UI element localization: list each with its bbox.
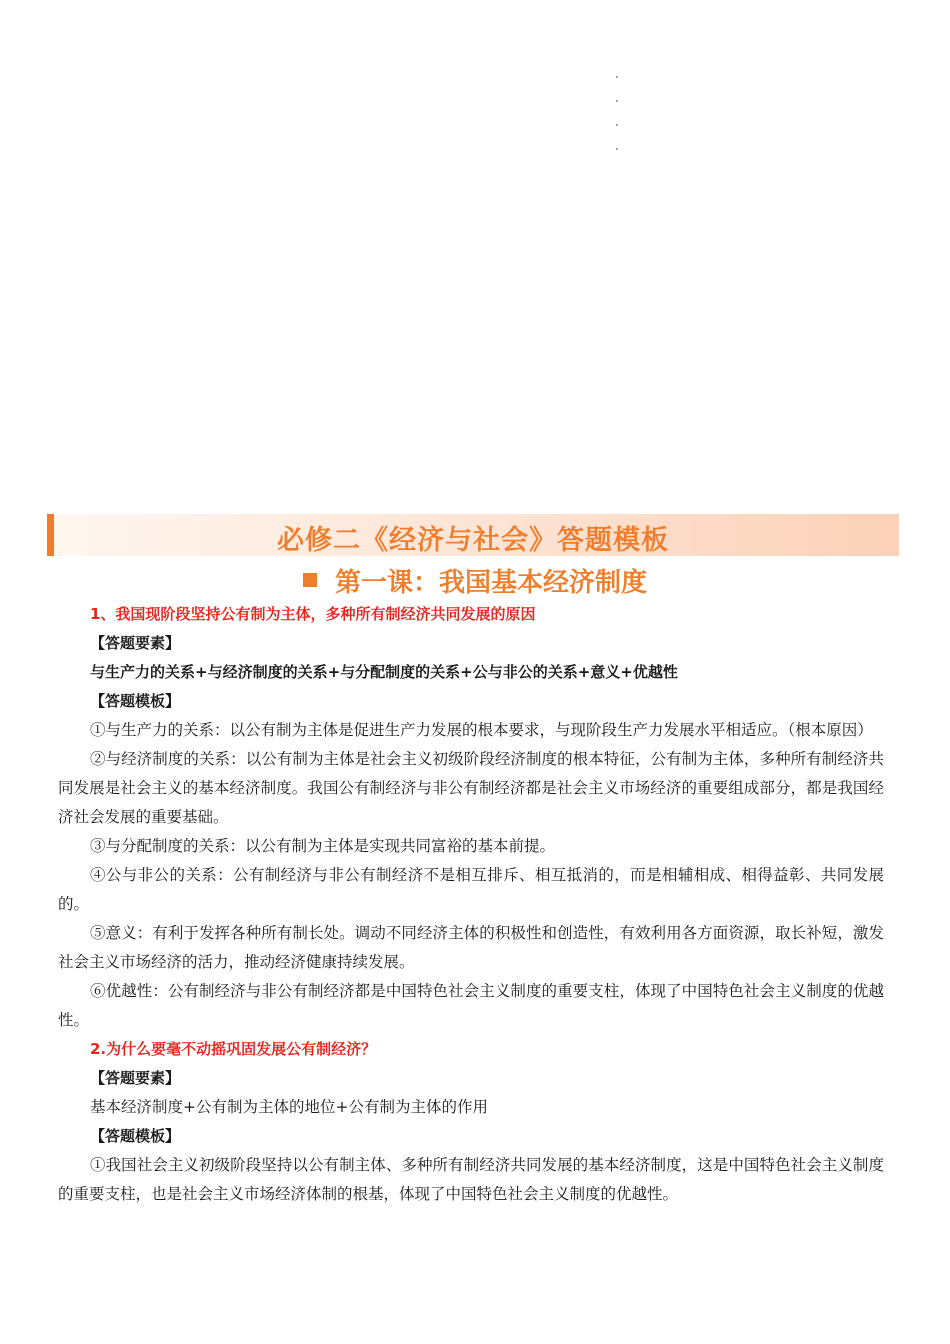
q1-point-2: ②与经济制度的关系：以公有制为主体是社会主义初级阶段经济制度的根本特征，公有制为主体，多种所有制经济共同发展是社会主义的基本经济制度。我国公有制经济与非公有制经济都是社会主义市场经济的重要组成部分，都是我国经济社会发展的重要基础。 xyxy=(58,750,884,826)
q1-point-3: ③与分配制度的关系：以公有制为主体是实现共同富裕的基本前提。 xyxy=(90,837,556,855)
q1-elements-text: 与生产力的关系+与经济制度的关系+与分配制度的关系+公与非公的关系+意义+优越性 xyxy=(90,663,678,681)
lesson-heading xyxy=(0,562,950,599)
q2-elements-label: 【答题要素】 xyxy=(90,1069,181,1087)
q2-template-label: 【答题模板】 xyxy=(90,1127,181,1145)
q1-elements-label: 【答题要素】 xyxy=(90,634,181,652)
decorative-dots xyxy=(616,76,622,172)
square-bullet-icon xyxy=(303,573,317,587)
lesson-title: 第一课：我国基本经济制度 xyxy=(334,568,647,598)
document-body xyxy=(58,600,884,1209)
q1-point-1: ①与生产力的关系：以公有制为主体是促进生产力发展的根本要求，与现阶段生产力发展水平相适应。（根本原因） xyxy=(90,721,873,739)
q1-point-6: ⑥优越性：公有制经济与非公有制经济都是中国特色社会主义制度的重要支柱，体现了中国特色社会主义制度的优越性。 xyxy=(58,982,884,1029)
question-1-title: 1、我国现阶段坚持公有制为主体，多种所有制经济共同发展的原因 xyxy=(90,605,536,623)
question-2-title: 2.为什么要毫不动摇巩固发展公有制经济？ xyxy=(90,1040,377,1058)
q2-point-1: ①我国社会主义初级阶段坚持以公有制主体、多种所有制经济共同发展的基本经济制度，这是中国特色社会主义制度的重要支柱，也是社会主义市场经济体制的根基，体现了中国特色社会主义制度的优越性。 xyxy=(58,1156,884,1203)
q2-elements-text: 基本经济制度+公有制为主体的地位+公有制为主体的作用 xyxy=(90,1098,488,1116)
q1-point-4: ④公与非公的关系：公有制经济与非公有制经济不是相互排斥、相互抵消的，而是相辅相成、相得益彰、共同发展的。 xyxy=(58,866,884,913)
title-banner xyxy=(47,514,899,556)
main-title: 必修二《经济与社会》答题模板 xyxy=(277,525,669,556)
q1-template-label: 【答题模板】 xyxy=(90,692,181,710)
q1-point-5: ⑤意义：有利于发挥各种所有制长处。调动不同经济主体的积极性和创造性，有效利用各方面资源，取长补短，激发社会主义市场经济的活力，推动经济健康持续发展。 xyxy=(58,924,884,971)
